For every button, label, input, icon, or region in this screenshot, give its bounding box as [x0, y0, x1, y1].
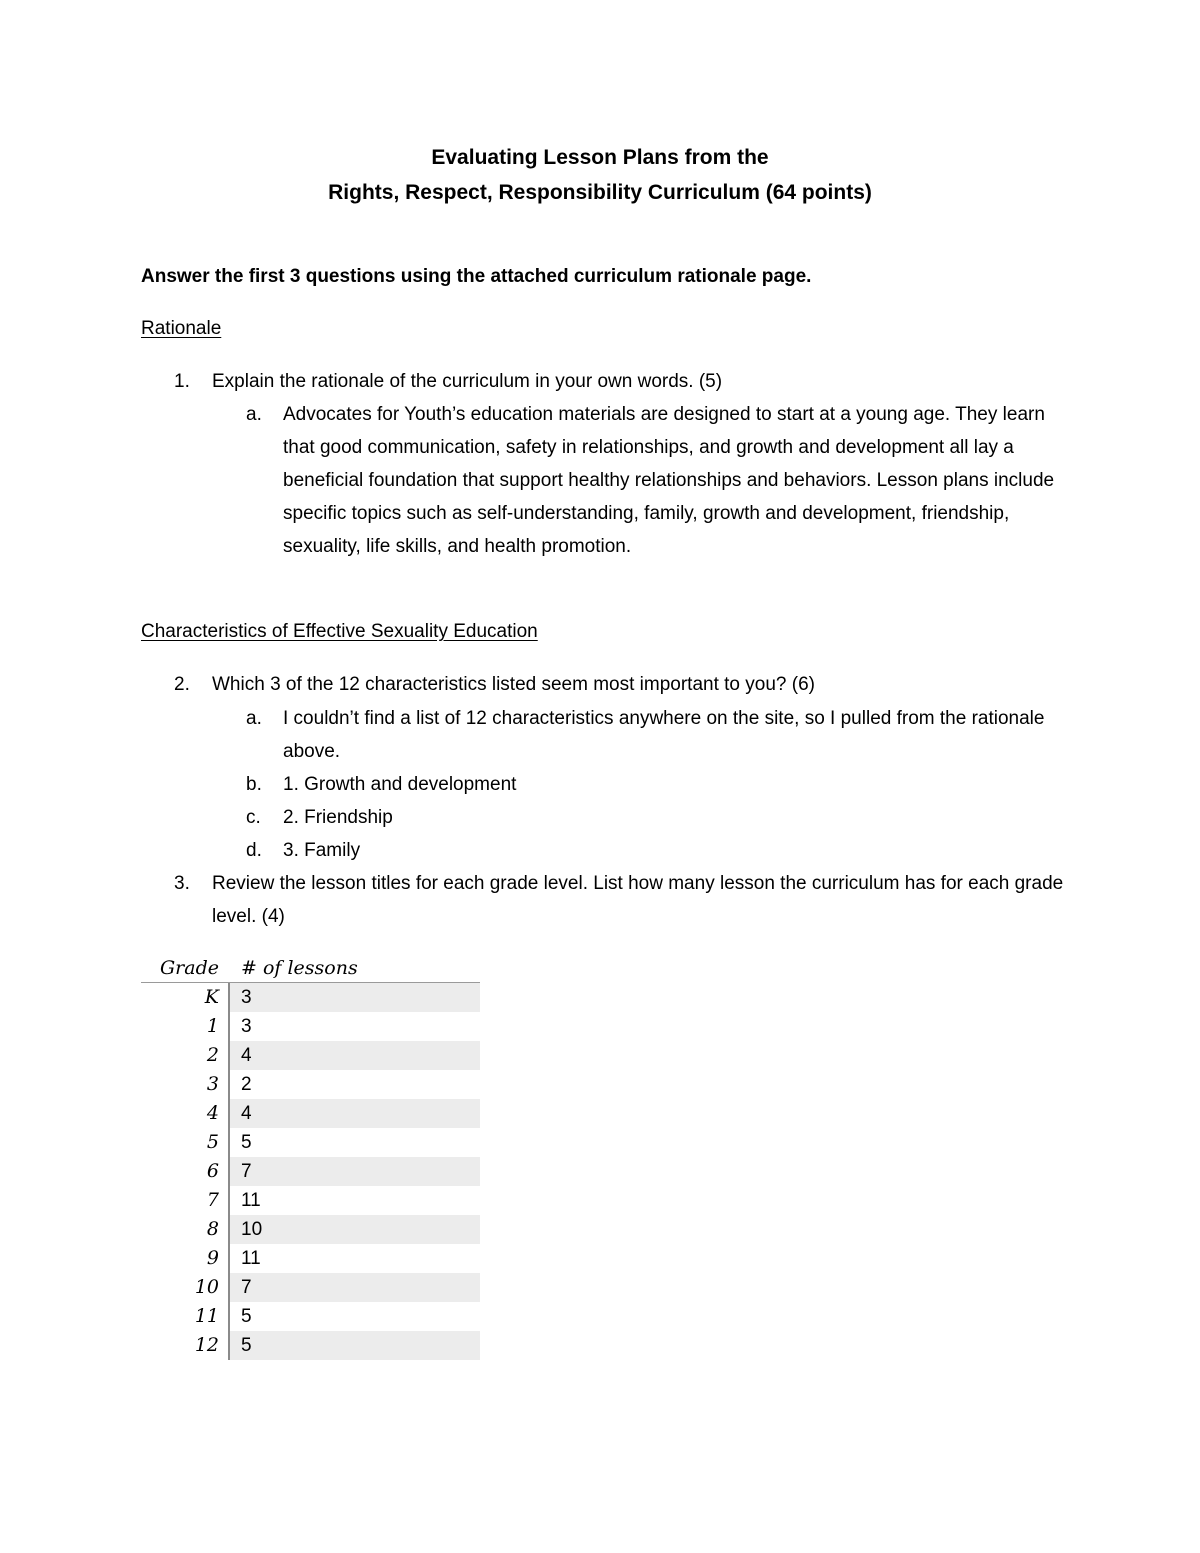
grade-cell: 8: [206, 1218, 219, 1240]
lessons-cell: 11: [228, 1244, 480, 1273]
lessons-cell: 11: [228, 1186, 480, 1215]
header-grade: Grade: [160, 957, 219, 979]
question-text: Review the lesson titles for each grade level. List how many lesson the curriculum has for each grade level. (4): [212, 873, 1064, 927]
table-row: [141, 1215, 480, 1244]
lessons-cell: 7: [228, 1157, 480, 1186]
grade-cell: 11: [194, 1305, 219, 1327]
answer-letter: b.: [246, 774, 262, 795]
rationale-heading: Rationale: [141, 318, 222, 339]
table-row: [141, 1099, 480, 1128]
header-lessons: # of lessons: [241, 957, 358, 979]
characteristics-heading: Characteristics of Effective Sexuality Education: [141, 621, 538, 642]
grade-cell: 3: [206, 1073, 219, 1095]
lessons-cell: 5: [228, 1302, 480, 1331]
answer-text: Advocates for Youth’s education materials are designed to start at a young age. They learn that good communication, safety in relationships, and growth and development all lay a beneficial foundation that support healthy relationships and behaviors. Lesson plans include specific topics such as self-understanding, family, growth and development, friendship, sexuality, life skills, and health promotion.: [283, 404, 1055, 557]
answer-2c: [246, 801, 1073, 834]
grade-cell: 12: [194, 1334, 219, 1356]
question-text: Explain the rationale of the curriculum in your own words. (5): [212, 371, 723, 392]
question-text: Which 3 of the 12 characteristics listed seem most important to you? (6): [212, 674, 815, 695]
document-title-line2: Rights, Respect, Responsibility Curriculum (64 points): [328, 181, 872, 204]
table-row: [141, 1302, 480, 1331]
answer-letter: a.: [246, 708, 262, 729]
lessons-cell: 10: [228, 1215, 480, 1244]
question-2: [174, 668, 1072, 701]
question-number: 1.: [174, 371, 190, 392]
table-row: [141, 983, 480, 1012]
answer-letter: c.: [246, 807, 261, 828]
lessons-cell: 3: [228, 983, 480, 1012]
grade-cell: K: [204, 986, 219, 1008]
lessons-cell: 4: [228, 1041, 480, 1070]
grade-cell: 6: [206, 1160, 219, 1182]
lessons-cell: 2: [228, 1070, 480, 1099]
lessons-cell: 5: [228, 1331, 480, 1360]
answer-2d: [246, 834, 1073, 867]
question-1: [174, 365, 1072, 398]
lessons-cell: 3: [228, 1012, 480, 1041]
table-row: [141, 1273, 480, 1302]
answer-2b: [246, 768, 1073, 801]
answer-text: I couldn’t find a list of 12 characteristics anywhere on the site, so I pulled from the rationale above.: [283, 708, 1045, 762]
answer-text: 3. Family: [283, 840, 361, 861]
table-row: [141, 1331, 480, 1360]
question-number: 3.: [174, 873, 190, 894]
table-body: [141, 983, 480, 1360]
answer-1a: [246, 398, 1073, 563]
answer-2a: [246, 702, 1073, 768]
table-header: [141, 953, 480, 983]
lessons-cell: 5: [228, 1128, 480, 1157]
table-row: [141, 1157, 480, 1186]
lessons-cell: 4: [228, 1099, 480, 1128]
table-row: [141, 1128, 480, 1157]
grade-cell: 5: [206, 1131, 219, 1153]
lessons-cell: 7: [228, 1273, 480, 1302]
answer-letter: a.: [246, 404, 262, 425]
lesson-count-table: [141, 953, 480, 1360]
instruction-text: Answer the first 3 questions using the attached curriculum rationale page.: [141, 266, 812, 287]
table-row: [141, 1186, 480, 1215]
grade-cell: 7: [206, 1189, 219, 1211]
grade-cell: 1: [206, 1015, 219, 1037]
table-row: [141, 1012, 480, 1041]
table-row: [141, 1041, 480, 1070]
question-3: [174, 867, 1072, 933]
grade-cell: 2: [206, 1044, 219, 1066]
grade-cell: 4: [206, 1102, 219, 1124]
answer-letter: d.: [246, 840, 262, 861]
grade-cell: 10: [194, 1276, 219, 1298]
document-title-line1: Evaluating Lesson Plans from the: [431, 146, 769, 169]
table-row: [141, 1244, 480, 1273]
answer-text: 1. Growth and development: [283, 774, 517, 795]
answer-text: 2. Friendship: [283, 807, 393, 828]
grade-cell: 9: [206, 1247, 219, 1269]
table-row: [141, 1070, 480, 1099]
question-number: 2.: [174, 674, 190, 695]
